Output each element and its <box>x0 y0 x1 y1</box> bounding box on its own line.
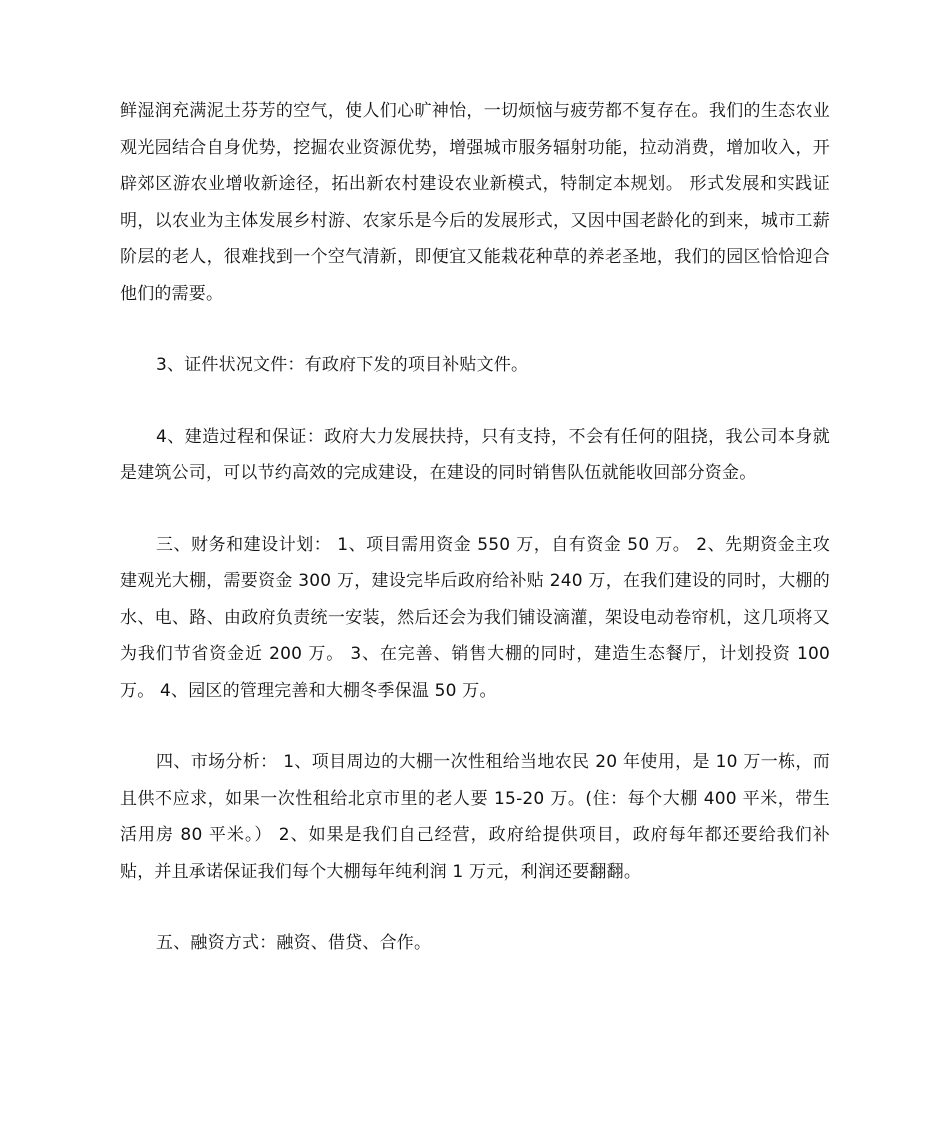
paragraph-finance-plan: 三、财务和建设计划： 1、项目需用资金 550 万，自有资金 50 万。 2、先期资金主攻建观光大棚，需要资金 300 万，建设完毕后政府给补贴 240 万，在我们建设的同时，大棚的水、电、路、由政府负责统一安装，然后还会为我们铺设滴灌，架设电动卷帘机，这几项将又为我们节省资金近 200 万。 3、在完善、销售大棚的同时，建造生态餐厅，计划投资 100 万。 4、园区的管理完善和大棚冬季保温 50 万。 <box>120 534 830 701</box>
document-body <box>120 93 830 962</box>
paragraph-financing-method: 五、融资方式：融资、借贷、合作。 <box>156 933 432 953</box>
paragraph-certificate-status: 3、证件状况文件：有政府下发的项目补贴文件。 <box>156 355 529 375</box>
paragraph-market-analysis: 四、市场分析： 1、项目周边的大棚一次性租给当地农民 20 年使用，是 10 万一栋，而且供不应求，如果一次性租给北京市里的老人要 15-20 万。(住：每个大棚 400 平米，带生活用房 80 平米。） 2、如果是我们自己经营，政府给提供项目，政府每年都还要给我们补贴，并且承诺保证我们每个大棚每年纯利润 1 万元，利润还要翻翻。 <box>120 752 830 882</box>
paragraph-construction-process: 4、建造过程和保证：政府大力发展扶持，只有支持，不会有任何的阻挠，我公司本身就是建筑公司，可以节约高效的完成建设，在建设的同时销售队伍就能收回部分资金。 <box>120 426 830 483</box>
paragraph-continuation: 鲜湿润充满泥土芬芳的空气，使人们心旷神怡，一切烦恼与疲劳都不复存在。我们的生态农业观光园结合自身优势，挖掘农业资源优势，增强城市服务辐射功能，拉动消费，增加收入，开辟郊区游农业增收新途径，拓出新农村建设农业新模式，特制定本规划。 形式发展和实践证明，以农业为主体发展乡村游、农家乐是今后的发展形式，又因中国老龄化的到来，城市工薪阶层的老人，很难找到一个空气清新，即便宜又能栽花种草的养老圣地，我们的园区恰恰迎合他们的需要。 <box>120 101 830 304</box>
